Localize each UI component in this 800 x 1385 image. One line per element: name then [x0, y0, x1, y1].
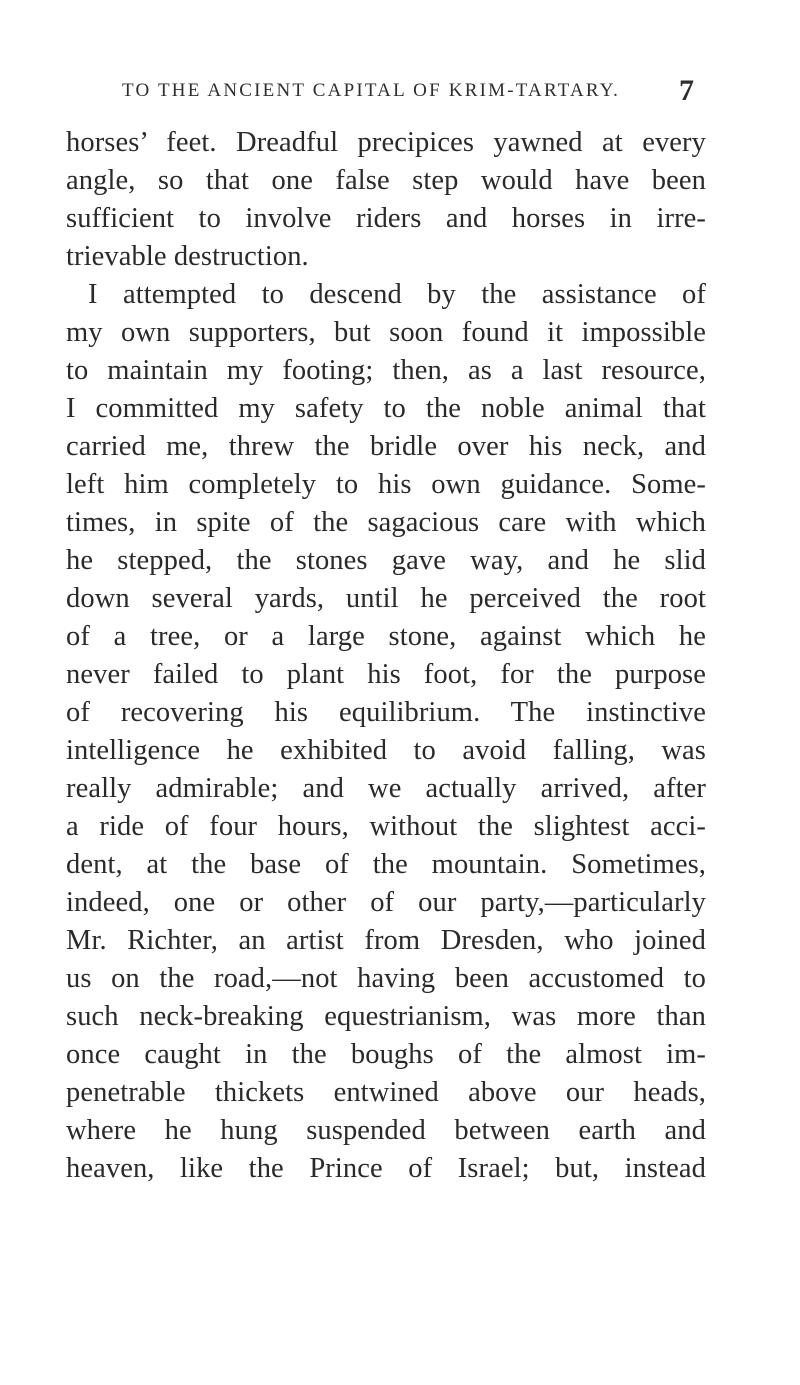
- running-head-title: TO THE ANCIENT CAPITAL OF KRIM-TARTARY.: [122, 80, 621, 101]
- page-number: 7: [679, 74, 694, 107]
- text-line: of a tree, or a large stone, against which he: [66, 621, 706, 652]
- text-line: indeed, one or other of our party,—particularly: [66, 887, 706, 918]
- text-line: dent, at the base of the mountain. Sometimes,: [66, 849, 706, 880]
- text-line: angle, so that one false step would have been: [66, 165, 706, 196]
- text-line: where he hung suspended between earth and: [66, 1115, 706, 1146]
- text-line: left him completely to his own guidance. Some-: [66, 469, 706, 500]
- text-line: Mr. Richter, an artist from Dresden, who joined: [66, 925, 706, 956]
- text-line: to maintain my footing; then, as a last resource,: [66, 355, 706, 386]
- text-line: never failed to plant his foot, for the purpose: [66, 659, 706, 690]
- text-line: intelligence he exhibited to avoid falling, was: [66, 735, 706, 766]
- text-line: once caught in the boughs of the almost im-: [66, 1039, 706, 1070]
- text-line: of recovering his equilibrium. The instinctive: [66, 697, 706, 728]
- text-line: he stepped, the stones gave way, and he slid: [66, 545, 706, 576]
- text-line: times, in spite of the sagacious care with which: [66, 507, 706, 538]
- text-line: horses’ feet. Dreadful precipices yawned at every: [66, 127, 706, 158]
- text-line: sufficient to involve riders and horses in irre-: [66, 203, 706, 234]
- text-line: I committed my safety to the noble animal that: [66, 393, 706, 424]
- text-line: heaven, like the Prince of Israel; but, instead: [66, 1153, 706, 1184]
- text-line: a ride of four hours, without the slightest acci-: [66, 811, 706, 842]
- text-line: I attempted to descend by the assistance of: [88, 279, 706, 310]
- body-text: [66, 124, 706, 1188]
- text-line: really admirable; and we actually arrived, after: [66, 773, 706, 804]
- text-line: such neck-breaking equestrianism, was more than: [66, 1001, 706, 1032]
- text-line: trievable destruction.: [66, 241, 309, 272]
- running-head: [122, 76, 694, 112]
- text-line: penetrable thickets entwined above our heads,: [66, 1077, 706, 1108]
- text-line: us on the road,—not having been accustomed to: [66, 963, 706, 994]
- text-line: my own supporters, but soon found it impossible: [66, 317, 706, 348]
- text-line: down several yards, until he perceived the root: [66, 583, 706, 614]
- text-line: carried me, threw the bridle over his neck, and: [66, 431, 706, 462]
